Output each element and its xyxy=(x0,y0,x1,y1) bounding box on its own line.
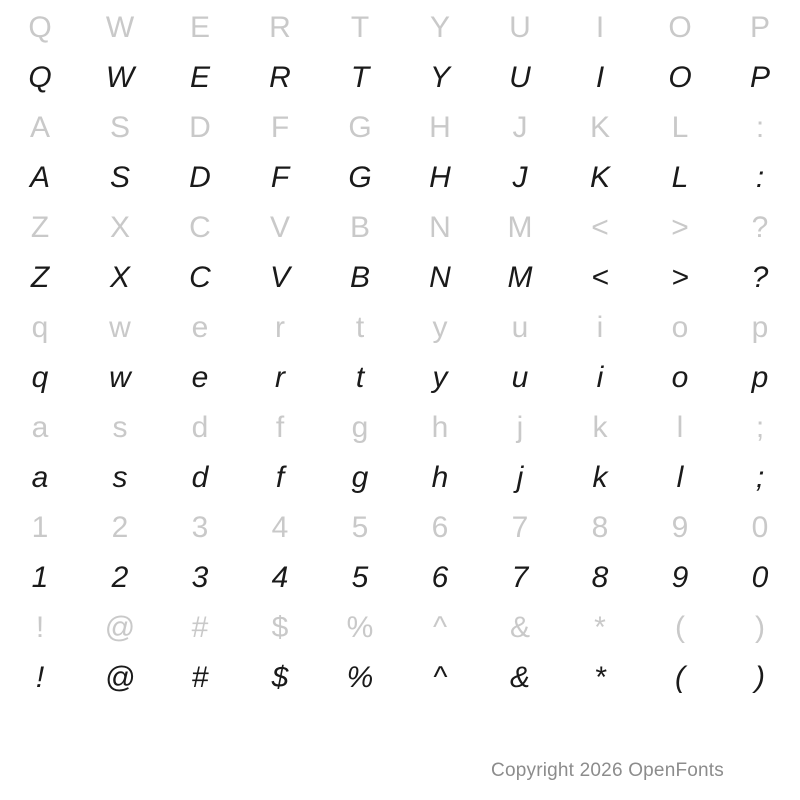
glyph-cell: A xyxy=(29,161,50,194)
glyph-cell: Z xyxy=(30,211,50,244)
glyph-cell: 6 xyxy=(431,511,449,544)
glyph-row-reference xyxy=(0,104,800,152)
glyph-cell: M xyxy=(507,261,533,294)
glyph-cell: ! xyxy=(35,611,45,644)
glyph-cell: C xyxy=(189,211,211,244)
glyph-cell: C xyxy=(189,261,211,294)
glyph-cell: s xyxy=(112,461,128,494)
glyph-cell: h xyxy=(431,411,449,444)
glyph-row-sample xyxy=(0,452,800,504)
glyph-cell: L xyxy=(671,161,689,194)
glyph-cell: y xyxy=(432,311,448,344)
glyph-cell: 4 xyxy=(271,561,289,594)
glyph-cell: ! xyxy=(35,661,45,694)
glyph-cell: U xyxy=(509,61,531,94)
glyph-cell: J xyxy=(512,161,528,194)
glyph-cell: N xyxy=(429,261,451,294)
glyph-cell: T xyxy=(350,61,370,94)
glyph-cell: t xyxy=(355,311,365,344)
glyph-cell: j xyxy=(516,411,524,444)
glyph-row-reference xyxy=(0,4,800,52)
glyph-row-reference xyxy=(0,604,800,652)
glyph-cell: ( xyxy=(675,611,685,644)
glyph-cell: K xyxy=(589,161,610,194)
glyph-cell: P xyxy=(749,61,770,94)
glyph-cell: h xyxy=(431,461,449,494)
glyph-cell: G xyxy=(348,111,372,144)
glyph-cell: R xyxy=(269,11,291,44)
glyph-cell: B xyxy=(349,211,370,244)
glyph-cell: Q xyxy=(28,11,52,44)
glyph-cell: ? xyxy=(751,261,769,294)
glyph-cell: # xyxy=(191,661,209,694)
glyph-cell: H xyxy=(429,111,451,144)
glyph-row-sample xyxy=(0,552,800,604)
glyph-cell: i xyxy=(596,361,604,394)
glyph-cell: Y xyxy=(429,61,450,94)
glyph-cell: < xyxy=(591,261,609,294)
glyph-row-reference xyxy=(0,404,800,452)
glyph-cell: d xyxy=(191,461,209,494)
glyph-cell: 2 xyxy=(111,511,129,544)
glyph-cell: o xyxy=(671,361,689,394)
glyph-cell: u xyxy=(511,311,529,344)
glyph-cell: 5 xyxy=(351,561,369,594)
glyph-cell: 5 xyxy=(351,511,369,544)
glyph-cell: 9 xyxy=(671,511,689,544)
glyph-cell: 4 xyxy=(271,511,289,544)
glyph-cell: 7 xyxy=(511,561,529,594)
glyph-cell: 3 xyxy=(191,561,209,594)
glyph-cell: 1 xyxy=(31,511,49,544)
glyph-cell: e xyxy=(191,311,209,344)
glyph-row-reference xyxy=(0,304,800,352)
glyph-cell: o xyxy=(671,311,689,344)
glyph-cell: < xyxy=(591,211,609,244)
glyph-row-sample xyxy=(0,352,800,404)
glyph-cell: Q xyxy=(28,61,52,94)
glyph-cell: F xyxy=(270,111,290,144)
glyph-cell: u xyxy=(511,361,529,394)
glyph-cell: A xyxy=(29,111,50,144)
glyph-cell: d xyxy=(191,411,209,444)
glyph-row-reference xyxy=(0,204,800,252)
glyph-cell: ? xyxy=(751,211,769,244)
glyph-cell: a xyxy=(31,411,49,444)
glyph-cell: P xyxy=(749,11,770,44)
glyph-cell: B xyxy=(349,261,370,294)
glyph-cell: W xyxy=(105,61,135,94)
glyph-cell: * xyxy=(594,611,606,644)
glyph-cell: r xyxy=(275,311,285,344)
glyph-cell: q xyxy=(31,361,49,394)
glyph-cell: 2 xyxy=(111,561,129,594)
glyph-cell: E xyxy=(189,11,210,44)
glyph-cell: k xyxy=(592,461,608,494)
glyph-cell: I xyxy=(595,61,605,94)
glyph-cell: $ xyxy=(271,661,289,694)
glyph-cell: : xyxy=(755,111,765,144)
glyph-cell: & xyxy=(509,611,530,644)
glyph-row-sample xyxy=(0,152,800,204)
glyph-cell: S xyxy=(109,111,130,144)
glyph-cell: V xyxy=(269,211,290,244)
glyph-cell: w xyxy=(109,311,131,344)
glyph-cell: O xyxy=(668,11,692,44)
glyph-cell: N xyxy=(429,211,451,244)
glyph-cell: j xyxy=(516,461,524,494)
glyph-cell: R xyxy=(269,61,291,94)
glyph-cell: T xyxy=(350,11,370,44)
glyph-cell: w xyxy=(109,361,131,394)
glyph-cell: 0 xyxy=(751,511,769,544)
glyph-cell: G xyxy=(348,161,372,194)
glyph-cell: a xyxy=(31,461,49,494)
glyph-cell: J xyxy=(512,111,528,144)
glyph-cell: U xyxy=(509,11,531,44)
glyph-cell: @ xyxy=(104,661,136,694)
glyph-cell: @ xyxy=(104,611,136,644)
glyph-cell: 8 xyxy=(591,511,609,544)
glyph-cell: p xyxy=(751,361,769,394)
glyph-row-reference xyxy=(0,504,800,552)
glyph-cell: L xyxy=(671,111,689,144)
glyph-cell: s xyxy=(112,411,128,444)
glyph-cell: y xyxy=(432,361,448,394)
glyph-cell: X xyxy=(109,261,130,294)
glyph-cell: ^ xyxy=(432,611,448,644)
glyph-cell: t xyxy=(355,361,365,394)
glyph-cell: > xyxy=(671,261,689,294)
glyph-cell: 9 xyxy=(671,561,689,594)
glyph-cell: e xyxy=(191,361,209,394)
glyph-cell: k xyxy=(592,411,608,444)
glyph-cell: 6 xyxy=(431,561,449,594)
glyph-cell: X xyxy=(109,211,130,244)
glyph-cell: K xyxy=(589,111,610,144)
glyph-cell: 0 xyxy=(751,561,769,594)
glyph-row-sample xyxy=(0,652,800,704)
copyright-notice: Copyright 2026 OpenFonts xyxy=(491,760,724,781)
glyph-cell: & xyxy=(509,661,530,694)
glyph-cell: : xyxy=(755,161,765,194)
glyph-cell: 1 xyxy=(31,561,49,594)
glyph-cell: Z xyxy=(30,261,50,294)
glyph-cell: p xyxy=(751,311,769,344)
glyph-cell: 8 xyxy=(591,561,609,594)
glyph-cell: f xyxy=(275,411,285,444)
glyph-cell: l xyxy=(676,411,684,444)
glyph-cell: ) xyxy=(755,661,765,694)
glyph-cell: g xyxy=(351,411,369,444)
glyph-cell: D xyxy=(189,161,211,194)
glyph-cell: S xyxy=(109,161,130,194)
glyph-cell: ) xyxy=(755,611,765,644)
glyph-cell: O xyxy=(668,61,692,94)
glyph-cell: 7 xyxy=(511,511,529,544)
glyph-cell: D xyxy=(189,111,211,144)
glyph-cell: 3 xyxy=(191,511,209,544)
glyph-cell: W xyxy=(105,11,135,44)
glyph-cell: ( xyxy=(675,661,685,694)
glyph-cell: g xyxy=(351,461,369,494)
glyph-cell: f xyxy=(275,461,285,494)
glyph-cell: ^ xyxy=(432,661,448,694)
glyph-cell: $ xyxy=(271,611,289,644)
glyph-cell: % xyxy=(346,611,374,644)
glyph-cell: ; xyxy=(755,411,765,444)
glyph-cell: i xyxy=(596,311,604,344)
glyph-cell: Y xyxy=(429,11,450,44)
glyph-cell: * xyxy=(594,661,606,694)
glyph-row-sample xyxy=(0,252,800,304)
glyph-cell: M xyxy=(507,211,533,244)
glyph-cell: V xyxy=(269,261,290,294)
glyph-cell: E xyxy=(189,61,210,94)
glyph-cell: F xyxy=(270,161,290,194)
glyph-cell: % xyxy=(346,661,374,694)
glyph-cell: H xyxy=(429,161,451,194)
glyph-cell: l xyxy=(676,461,684,494)
glyph-row-sample xyxy=(0,52,800,104)
glyph-cell: I xyxy=(595,11,605,44)
glyph-cell: > xyxy=(671,211,689,244)
glyph-cell: ; xyxy=(755,461,765,494)
glyph-cell: q xyxy=(31,311,49,344)
glyph-cell: # xyxy=(191,611,209,644)
glyph-cell: r xyxy=(275,361,285,394)
